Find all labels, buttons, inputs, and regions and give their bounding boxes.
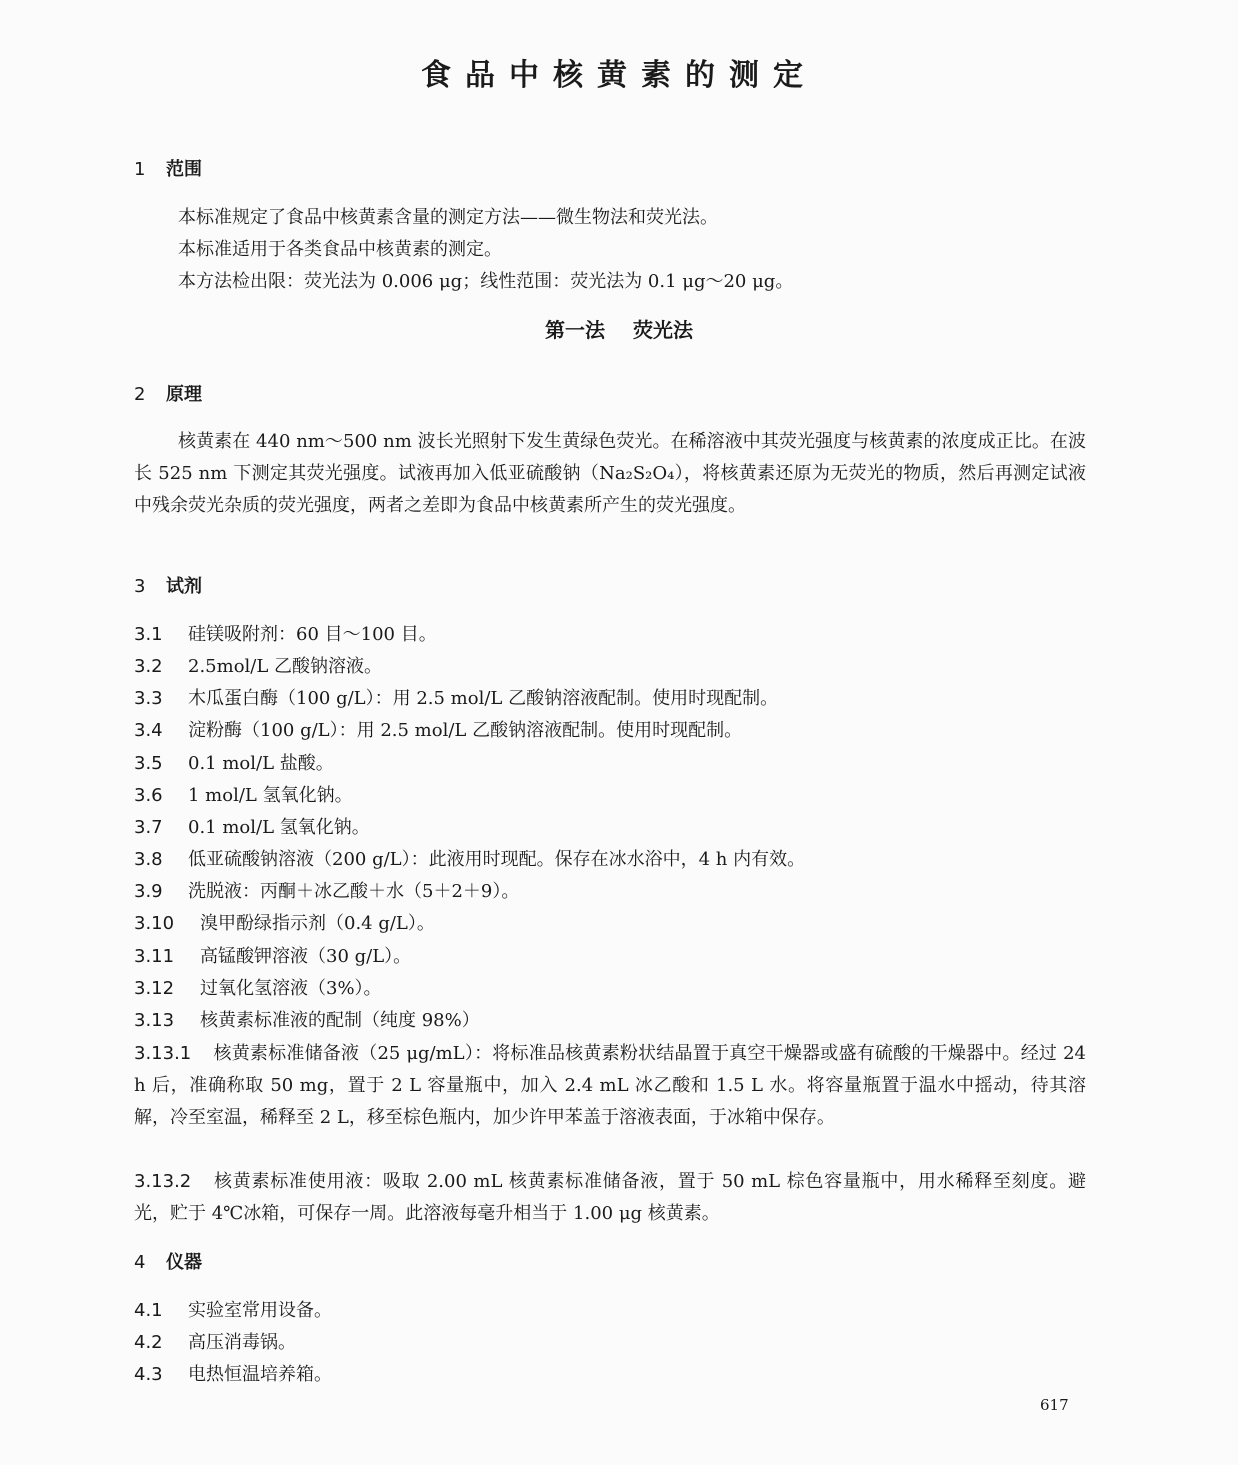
reagent-item [134,654,382,680]
item-text: 溴甲酚绿指示剂（0.4 g/L）。 [200,913,435,934]
item-number: 3.13 [134,1010,175,1031]
scope-line-1: 本标准规定了食品中核黄素含量的测定方法——微生物法和荧光法。 [178,207,718,228]
item-number: 3.10 [134,913,175,934]
instrument-item [134,1298,332,1324]
item-text: 2.5mol/L 乙酸钠溶液。 [188,656,383,677]
reagent-item [134,718,742,744]
instrument-item [134,1330,296,1356]
section-number: 2 [134,384,146,405]
item-text: 低亚硫酸钠溶液（200 g/L）：此液用时现配。保存在冰水浴中，4 h 内有效。 [188,849,806,870]
section-number: 1 [134,159,146,180]
section-4-heading [134,1250,202,1276]
reagent-item [134,1008,480,1034]
item-text: 0.1 mol/L 氢氧化钠。 [188,817,370,838]
item-number: 3.5 [134,753,163,774]
item-number: 3.9 [134,881,163,902]
item-text: 实验室常用设备。 [188,1300,332,1321]
item-text: 高压消毒锅。 [188,1332,296,1353]
reagent-item [134,622,437,648]
reagent-item [134,783,353,809]
item-text: 高锰酸钾溶液（30 g/L）。 [200,946,412,967]
item-number: 3.7 [134,817,163,838]
scope-line-3: 本方法检出限：荧光法为 0.006 μg；线性范围：荧光法为 0.1 μg～20 μg。 [178,271,794,292]
item-text: 洗脱液：丙酮＋冰乙酸＋水（5＋2＋9）。 [188,881,520,902]
document-title: 食品中核黄素的测定 [421,58,817,93]
item-text: 1 mol/L 氢氧化钠。 [188,785,353,806]
section-title: 试剂 [166,576,202,597]
item-number: 3.4 [134,720,163,741]
item-number: 4.3 [134,1364,163,1385]
principle-paragraph: 核黄素在 440 nm～500 nm 波长光照射下发生黄绿色荧光。在稀溶液中其荧光强度与核黄素的浓度成正比。在波长 525 nm 下测定其荧光强度。试液再加入低亚硫酸钠（Na₂S₂O₄），将核黄素还原为无荧光的物质，然后再测定试液中残余荧光杂质的荧光强度，两者之差即为食品中核黄素所产生的荧光强度。 [134,431,1086,516]
section-2-heading [134,382,202,408]
page-number: 617 [1040,1396,1069,1414]
item-text: 核黄素标准液的配制（纯度 98%） [200,1010,480,1031]
reagent-item [134,911,435,937]
item-text: 淀粉酶（100 g/L）：用 2.5 mol/L 乙酸钠溶液配制。使用时现配制。 [188,720,743,741]
section-title: 范围 [166,159,202,180]
scope-line-2: 本标准适用于各类食品中核黄素的测定。 [178,239,502,260]
section-1-heading [134,157,202,183]
item-number: 4.1 [134,1300,163,1321]
item-text: 过氧化氢溶液（3%）。 [200,978,382,999]
item-number: 3.3 [134,688,163,709]
item-number: 4.2 [134,1332,163,1353]
item-text: 电热恒温培养箱。 [188,1364,332,1385]
section-title: 原理 [166,384,202,405]
reagent-subitem [134,1038,1086,1134]
item-text: 核黄素标准储备液（25 μg/mL）：将标准品核黄素粉状结晶置于真空干燥器或盛有硫酸的干燥器中。经过 24 h 后，准确称取 50 mg，置于 2 L 容量瓶中，加入 2.4 mL 冰乙酸和 1.5 L 水。将容量瓶置于温水中摇动，待其溶解，冷至室温，稀释至 2 L，移至棕色瓶内，加少许甲苯盖于溶液表面，于冰箱中保存。 [134,1043,1086,1128]
reagent-item [134,944,411,970]
reagent-item [134,815,370,841]
reagent-subitem [134,1166,1086,1230]
reagent-item [134,847,805,873]
instrument-item [134,1362,332,1388]
section-number: 4 [134,1252,146,1273]
section-3-heading [134,574,202,600]
section-title: 仪器 [166,1252,202,1273]
reagent-item [134,686,778,712]
item-text: 木瓜蛋白酶（100 g/L）：用 2.5 mol/L 乙酸钠溶液配制。使用时现配制。 [188,688,779,709]
item-number: 3.2 [134,656,163,677]
item-text: 硅镁吸附剂：60 目～100 目。 [188,624,437,645]
item-number: 3.11 [134,946,175,967]
item-number: 3.13.2 [134,1171,192,1192]
method-name: 荧光法 [633,318,693,342]
method-label: 第一法 [545,318,605,342]
item-number: 3.12 [134,978,175,999]
item-number: 3.1 [134,624,163,645]
item-number: 3.6 [134,785,163,806]
item-number: 3.13.1 [134,1043,192,1064]
method-heading [0,316,1238,344]
reagent-item [134,879,519,905]
reagent-item [134,976,382,1002]
item-text: 0.1 mol/L 盐酸。 [188,753,334,774]
item-text: 核黄素标准使用液：吸取 2.00 mL 核黄素标准储备液，置于 50 mL 棕色容量瓶中，用水稀释至刻度。避光，贮于 4℃冰箱，可保存一周。此溶液每毫升相当于 1.00 μg 核黄素。 [134,1171,1086,1224]
section-number: 3 [134,576,146,597]
item-number: 3.8 [134,849,163,870]
reagent-item [134,751,334,777]
